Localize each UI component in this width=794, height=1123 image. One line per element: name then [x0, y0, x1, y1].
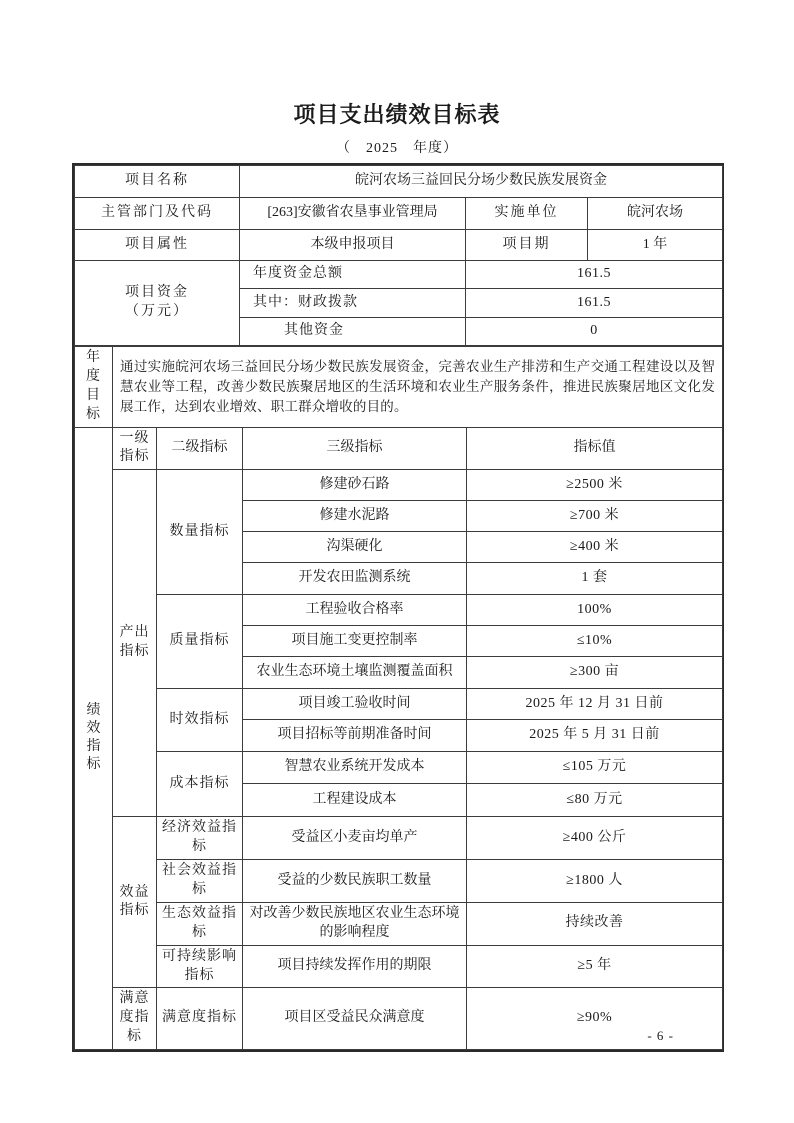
- value-cell: ≤105 万元: [467, 752, 723, 784]
- project-info-table: [74, 165, 723, 346]
- table-row: [75, 261, 723, 289]
- l2-cost-cell: 成本指标: [157, 752, 243, 817]
- value-cell: ≥90%: [467, 988, 723, 1050]
- dept-value-cell: [263]安徽省农垦事业管理局: [240, 198, 466, 230]
- value-cell: ≥2500 米: [467, 470, 723, 501]
- indicator-row: [75, 945, 723, 988]
- l3-cell: 项目持续发挥作用的期限: [243, 945, 467, 988]
- l2-quality-cell: 质量指标: [157, 595, 243, 689]
- indicator-row: [75, 470, 723, 501]
- l3-cell: 项目竣工验收时间: [243, 689, 467, 720]
- fund-other-label-cell: 其他资金: [240, 318, 466, 346]
- indicator-table: [74, 346, 723, 1050]
- l3-cell: 项目区受益民众满意度: [243, 988, 467, 1050]
- annual-goal-text-cell: 通过实施皖河农场三益回民分场少数民族发展资金，完善农业生产排涝和生产交通工程建设以及智慧农业等工程，改善少数民族聚居地区的生活环境和农业生产服务条件，推进民族聚居地区文化发展工作，达到农业增效、职工群众增收的目的。: [113, 347, 723, 428]
- value-cell: ≥300 亩: [467, 657, 723, 689]
- table-row: [75, 230, 723, 261]
- l2-social-cell: 社会效益指标: [157, 860, 243, 903]
- value-cell: ≤10%: [467, 626, 723, 657]
- fund-fiscal-value-cell: 161.5: [466, 289, 723, 318]
- l3-cell: 修建砂石路: [243, 470, 467, 501]
- l3-cell: 受益区小麦亩均单产: [243, 817, 467, 860]
- page-number: - 6 -: [647, 1028, 674, 1043]
- value-cell: 2025 年 5 月 31 日前: [467, 720, 723, 752]
- l3-cell: 农业生态环境土壤监测覆盖面积: [243, 657, 467, 689]
- l3-cell: 开发农田监测系统: [243, 563, 467, 595]
- performance-target-table: [72, 163, 724, 1052]
- indicator-row: [75, 860, 723, 903]
- l2-ecological-cell: 生态效益指标: [157, 902, 243, 945]
- fund-other-value-cell: 0: [466, 318, 723, 346]
- table-row: [75, 198, 723, 230]
- table-row: [75, 166, 723, 198]
- value-cell: ≥700 米: [467, 501, 723, 532]
- l2-quantity-cell: 数量指标: [157, 470, 243, 595]
- fund-label-line1: 项目资金: [125, 285, 189, 301]
- perf-header-row: [75, 427, 723, 470]
- l1-benefit-cell: 效益指标: [113, 817, 157, 988]
- indicator-row: [75, 817, 723, 860]
- annual-goal-row: [75, 347, 723, 428]
- l3-cell: 项目招标等前期准备时间: [243, 720, 467, 752]
- header-l2-cell: 二级指标: [157, 427, 243, 470]
- value-cell: ≤80 万元: [467, 784, 723, 817]
- l2-economic-cell: 经济效益指标: [157, 817, 243, 860]
- value-cell: 持续改善: [467, 902, 723, 945]
- value-cell: ≥1800 人: [467, 860, 723, 903]
- indicator-row: [75, 595, 723, 626]
- impl-unit-label-cell: 实施单位: [466, 198, 588, 230]
- period-label-cell: 项目期: [466, 230, 588, 261]
- l1-satisfaction-cell: 满意度指标: [113, 988, 157, 1050]
- impl-unit-value-cell: 皖河农场: [588, 198, 723, 230]
- l3-cell: 工程建设成本: [243, 784, 467, 817]
- header-l3-cell: 三级指标: [243, 427, 467, 470]
- annual-goal-label-cell: 年度目标: [75, 347, 113, 428]
- l3-cell: 智慧农业系统开发成本: [243, 752, 467, 784]
- value-cell: ≥400 米: [467, 532, 723, 563]
- value-cell: 1 套: [467, 563, 723, 595]
- page-subtitle: （ 2025 年度）: [336, 141, 458, 156]
- l3-cell: 工程验收合格率: [243, 595, 467, 626]
- l3-cell: 项目施工变更控制率: [243, 626, 467, 657]
- indicator-row: [75, 902, 723, 945]
- l1-output-cell: 产出指标: [113, 470, 157, 817]
- project-name-value-cell: 皖河农场三益回民分场少数民族发展资金: [240, 166, 723, 198]
- indicator-row: [75, 689, 723, 720]
- dept-label-cell: 主管部门及代码: [75, 198, 240, 230]
- l3-cell: 受益的少数民族职工数量: [243, 860, 467, 903]
- l2-sustainable-cell: 可持续影响指标: [157, 945, 243, 988]
- header-l1-cell: 一级指标: [113, 427, 157, 470]
- attr-value-cell: 本级申报项目: [240, 230, 466, 261]
- l3-cell: 沟渠硬化: [243, 532, 467, 563]
- attr-label-cell: 项目属性: [75, 230, 240, 261]
- fund-label-cell: [75, 261, 240, 346]
- header-value-cell: 指标值: [467, 427, 723, 470]
- fund-total-value-cell: 161.5: [466, 261, 723, 289]
- value-cell: 2025 年 12 月 31 日前: [467, 689, 723, 720]
- value-cell: 100%: [467, 595, 723, 626]
- fund-label-line2: （万元）: [125, 304, 189, 319]
- page-title: 项目支出绩效目标表: [293, 102, 501, 127]
- l3-cell: 对改善少数民族地区农业生态环境的影响程度: [243, 902, 467, 945]
- period-value-cell: 1 年: [588, 230, 723, 261]
- perf-side-label: 绩效指标: [86, 702, 101, 772]
- value-cell: ≥5 年: [467, 945, 723, 988]
- project-name-label-cell: 项目名称: [75, 166, 240, 198]
- perf-side-label-cell: [75, 427, 113, 1050]
- l3-cell: 修建水泥路: [243, 501, 467, 532]
- fund-total-label-cell: 年度资金总额: [240, 261, 466, 289]
- fund-fiscal-label-cell: 其中：财政拨款: [240, 289, 466, 318]
- l2-timeliness-cell: 时效指标: [157, 689, 243, 752]
- indicator-row: [75, 752, 723, 784]
- indicator-row: [75, 988, 723, 1050]
- value-cell: ≥400 公斤: [467, 817, 723, 860]
- l2-satisfaction-cell: 满意度指标: [157, 988, 243, 1050]
